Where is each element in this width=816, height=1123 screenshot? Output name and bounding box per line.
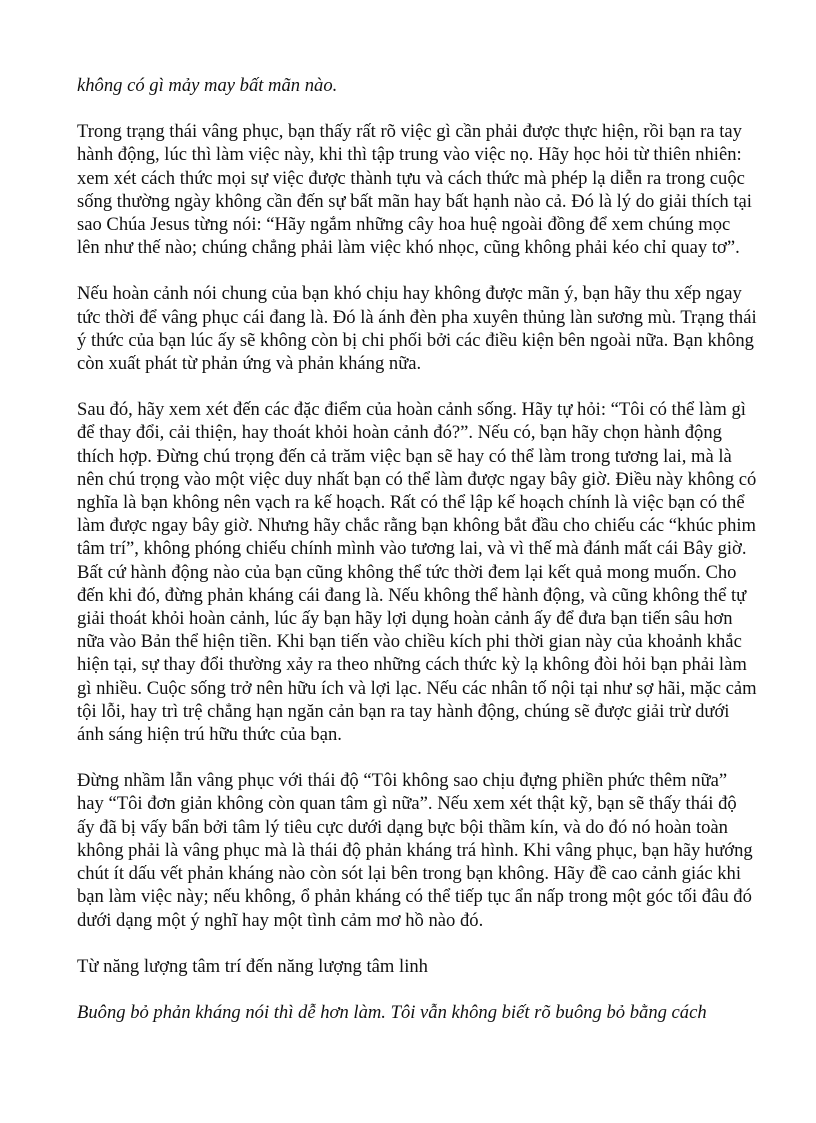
- paragraph-italic-question: Buông bỏ phản kháng nói thì dễ hơn làm. Tôi vẫn không biết rõ buông bỏ bằng cách: [77, 1001, 707, 1023]
- document-page: [77, 74, 757, 1047]
- paragraph-change-situation: Sau đó, hãy xem xét đến các đặc điểm của hoàn cảnh sống. Hãy tự hỏi: “Tôi có thể làm gì để thay đổi, cải thiện, hay thoát khỏi hoàn cảnh đó?”. Nếu có, bạn hãy chọn hành động thích hợp. Đừng chú trọng đến cả trăm việc bạn sẽ hay có thể làm trong tương lai, mà là nên chú trọng vào một việc duy nhất bạn có thể làm được ngay bây giờ. Điều này không có nghĩa là bạn không nên vạch ra kế hoạch. Rất có thể lập kế hoạch chính là việc bạn có thể làm được ngay bây giờ. Nhưng hãy chắc rằng bạn không bắt đầu cho chiếu các “khúc phim tâm trí”, không phóng chiếu chính mình vào tương lai, và vì thế mà đánh mất cái Bây giờ. Bất cứ hành động nào của bạn cũng không thể tức thời đem lại kết quả mong muốn. Cho đến khi đó, đừng phản kháng cái đang là. Nếu không thể hành động, và cũng không thể tự giải thoát khỏi hoàn cảnh, lúc ấy bạn hãy lợi dụng hoàn cảnh ấy để đưa bạn tiến sâu hơn nữa vào Bản thể hiện tiền. Khi bạn tiến vào chiều kích phi thời gian này của khoảnh khắc hiện tại, sự thay đổi thường xảy ra theo những cách thức kỳ lạ không đòi hỏi bạn phải làm gì nhiều. Cuộc sống trở nên hữu ích và lợi lạc. Nếu các nhân tố nội tại như sợ hãi, mặc cảm tội lỗi, hay trì trệ chẳng hạn ngăn cản bạn ra tay hành động, chúng sẽ được giải trừ dưới ánh sáng hiện trú hữu thức của bạn.: [77, 399, 757, 746]
- paragraph-unpleasant-situation: Nếu hoàn cảnh nói chung của bạn khó chịu hay không được mãn ý, bạn hãy thu xếp ngay tức thời để vâng phục cái đang là. Đó là ánh đèn pha xuyên thủng làn sương mù. Trạng thái ý thức của bạn lúc ấy sẽ không còn bị chi phối bởi các điều kiện bên ngoài nữa. Bạn không còn xuất phát từ phản ứng và phản kháng nữa.: [77, 283, 757, 375]
- section-heading: Từ năng lượng tâm trí đến năng lượng tâm linh: [77, 955, 428, 977]
- paragraph-submission-action: Trong trạng thái vâng phục, bạn thấy rất rõ việc gì cần phải được thực hiện, rồi bạn ra tay hành động, lúc thì làm việc này, khi thì tập trung vào việc nọ. Hãy học hỏi từ thiên nhiên: xem xét cách thức mọi sự việc được thành tựu và cách thức mà phép lạ diễn ra trong cuộc sống thường ngày không cần đến sự bất mãn hay bất hạnh nào cả. Đó là lý do giải thích tại sao Chúa Jesus từng nói: “Hãy ngắm những cây hoa huệ ngoài đồng để xem chúng mọc lên như thế nào; chúng chẳng phải làm việc khó nhọc, cũng không phải kéo chỉ quay tơ”.: [77, 121, 752, 259]
- paragraph-italic-intro: không có gì mảy may bất mãn nào.: [77, 75, 338, 96]
- paragraph-disguised-resistance: Đừng nhầm lẫn vâng phục với thái độ “Tôi không sao chịu đựng phiền phức thêm nữa” hay “Tôi đơn giản không còn quan tâm gì nữa”. Nếu xem xét thật kỹ, bạn sẽ thấy thái độ ấy đã bị vấy bẩn bởi tâm lý tiêu cực dưới dạng bực bội thầm kín, và do đó nó hoàn toàn không phải là vâng phục mà là thái độ phản kháng trá hình. Khi vâng phục, bạn hãy hướng chút ít dấu vết phản kháng nào còn sót lại bên trong bạn không. Hãy đề cao cảnh giác khi bạn làm việc này; nếu không, ổ phản kháng có thể tiếp tục ẩn nấp trong một góc tối đâu đó dưới dạng một ý nghĩ hay một tình cảm mơ hồ nào đó.: [77, 770, 753, 931]
